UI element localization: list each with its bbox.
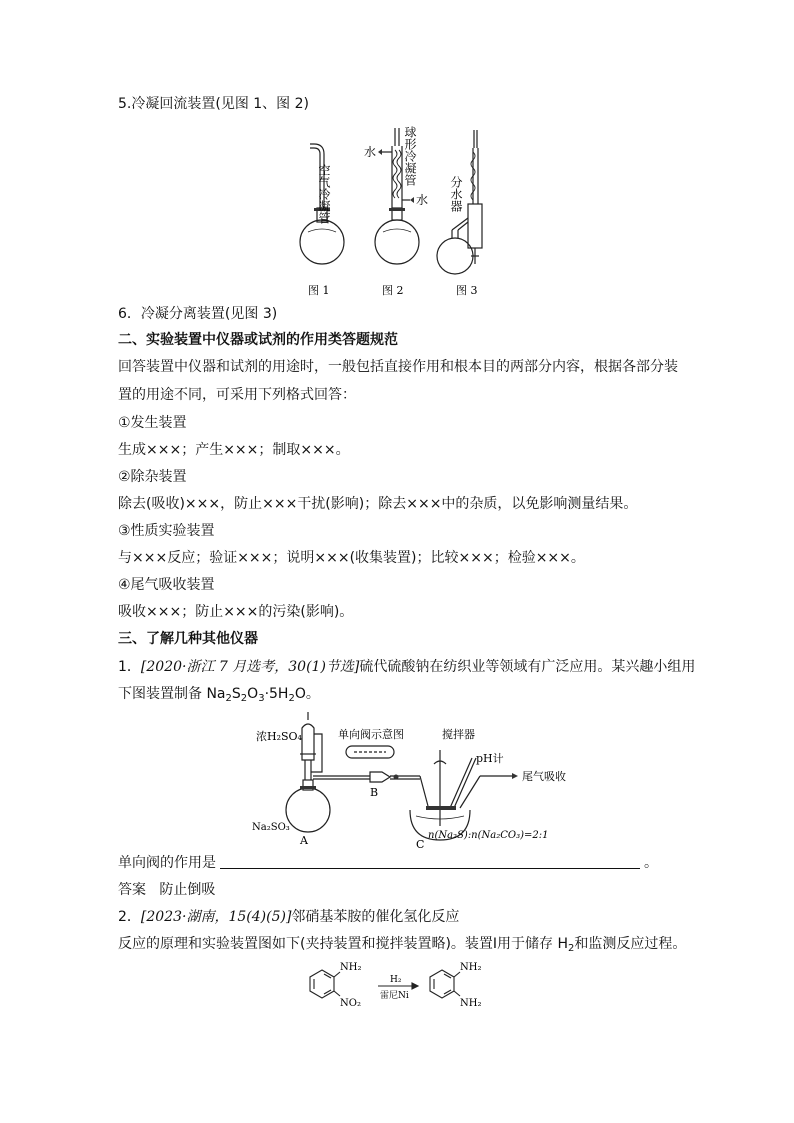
no2-label: NO₂ xyxy=(340,998,361,1009)
item1-title: ①发生装置 xyxy=(118,415,187,431)
q1-sub2: 2 xyxy=(240,693,248,704)
q1-apparatus-figure xyxy=(250,710,570,850)
answer-label: 答案 xyxy=(118,882,146,898)
label-c: C xyxy=(416,838,425,850)
h2so4-label: 浓H₂SO₄ xyxy=(256,730,302,743)
item4-text: 吸收×××；防止×××的污染(影响)。 xyxy=(118,604,354,620)
q1-post: ·5H xyxy=(264,686,289,702)
q2-text1: 邻硝基苯胺的催化氢化反应 xyxy=(291,909,460,925)
item4-title: ④尾气吸收装置 xyxy=(118,577,215,593)
fig1-condenser-label: 空气冷凝管 xyxy=(317,164,331,224)
q1-text2-pre: 下图装置制备 Na xyxy=(118,686,226,702)
item2-text: 除去(吸收)×××，防止×××干扰(影响)；除去×××中的杂质，以免影响测量结果。 xyxy=(118,496,638,512)
fig1-caption: 图 1 xyxy=(308,284,330,297)
nh2-right-top-label: NH₂ xyxy=(460,962,482,973)
q1-question-text: 单向阀的作用是 xyxy=(118,855,216,871)
q1-end: O。 xyxy=(294,686,320,702)
fig3-separator-label: 分水器 xyxy=(449,176,463,212)
item2-title: ②除杂装置 xyxy=(118,469,187,485)
heading-2: 二、实验装置中仪器或试剂的作用类答题规范 xyxy=(118,332,398,348)
condenser-figures xyxy=(290,118,510,300)
q1-line2 xyxy=(118,684,320,704)
section-5-title: 5.冷凝回流装置(见图 1、图 2) xyxy=(118,96,309,112)
q1-mid2: O xyxy=(247,686,259,702)
q1-sub4: 2 xyxy=(288,693,295,704)
q2-line1 xyxy=(118,907,459,927)
q2-line2 xyxy=(118,934,686,954)
q1-source: [2020·浙江 7 月选考，30(1)节选] xyxy=(140,659,360,675)
ratio-label: n(Na₂S):n(Na₂CO₃)=2:1 xyxy=(428,830,549,841)
q1-line1 xyxy=(118,657,695,677)
label-a: A xyxy=(300,834,308,847)
nh2-left-label: NH₂ xyxy=(340,962,362,973)
na2so3-label: Na₂SO₃ xyxy=(252,822,290,833)
para1-line2: 置的用途不同，可采用下列格式回答： xyxy=(118,387,356,403)
q2-number: 2． xyxy=(118,909,141,925)
stirrer-label: 搅拌器 xyxy=(442,728,475,741)
fig3-caption: 图 3 xyxy=(456,284,478,297)
q2-source: [2023·湖南，15(4)(5)] xyxy=(140,909,292,925)
reagent-h2: H₂ xyxy=(390,975,402,985)
q2-sub: 2 xyxy=(568,943,575,954)
answer-text: 防止倒吸 xyxy=(159,882,216,898)
fig2-water-out-label: 水 xyxy=(364,145,377,159)
q1-answer xyxy=(118,880,215,900)
fig2-caption: 图 2 xyxy=(382,284,404,297)
ph-meter-label: pH计 xyxy=(476,752,504,765)
tail-gas-label: 尾气吸收 xyxy=(522,770,566,783)
reagent-raney-ni: 雷尼Ni xyxy=(380,991,409,1001)
q1-sub1: 2 xyxy=(225,693,232,704)
q1-mid1: S xyxy=(231,686,241,702)
valve-diagram-label: 单向阀示意图 xyxy=(338,728,404,741)
para1-line1: 回答装置中仪器和试剂的用途时，一般包括直接作用和根本目的两部分内容，根据各部分装 xyxy=(118,359,678,375)
q1-number: 1． xyxy=(118,659,141,675)
q1-question-end: 。 xyxy=(644,855,658,871)
heading-3: 三、了解几种其他仪器 xyxy=(118,631,258,647)
fig2-water-in-label: 水 xyxy=(416,193,429,207)
q1-question xyxy=(118,853,658,873)
item1-text: 生成×××；产生×××；制取×××。 xyxy=(118,442,350,458)
item3-title: ③性质实验装置 xyxy=(118,523,215,539)
q2-text2-post: 和监测反应过程。 xyxy=(574,936,687,952)
section-6-title: 6．冷凝分离装置(见图 3) xyxy=(118,306,278,322)
q1-sub3: 3 xyxy=(258,693,265,704)
label-b: B xyxy=(370,786,379,799)
reaction-scheme xyxy=(300,958,500,1010)
q1-answer-blank[interactable] xyxy=(220,854,640,869)
q2-text2-pre: 反应的原理和实验装置图如下(夹持装置和搅拌装置略)。装置Ⅰ用于储存 H xyxy=(118,936,569,952)
nh2-right-bottom-label: NH₂ xyxy=(460,998,482,1009)
fig2-condenser-label: 球形冷凝管 xyxy=(403,126,417,186)
item3-text: 与×××反应；验证×××；说明×××(收集装置)；比较×××；检验×××。 xyxy=(118,550,585,566)
q1-text1: 硫代硫酸钠在纺织业等领域有广泛应用。某兴趣小组用 xyxy=(359,659,696,675)
